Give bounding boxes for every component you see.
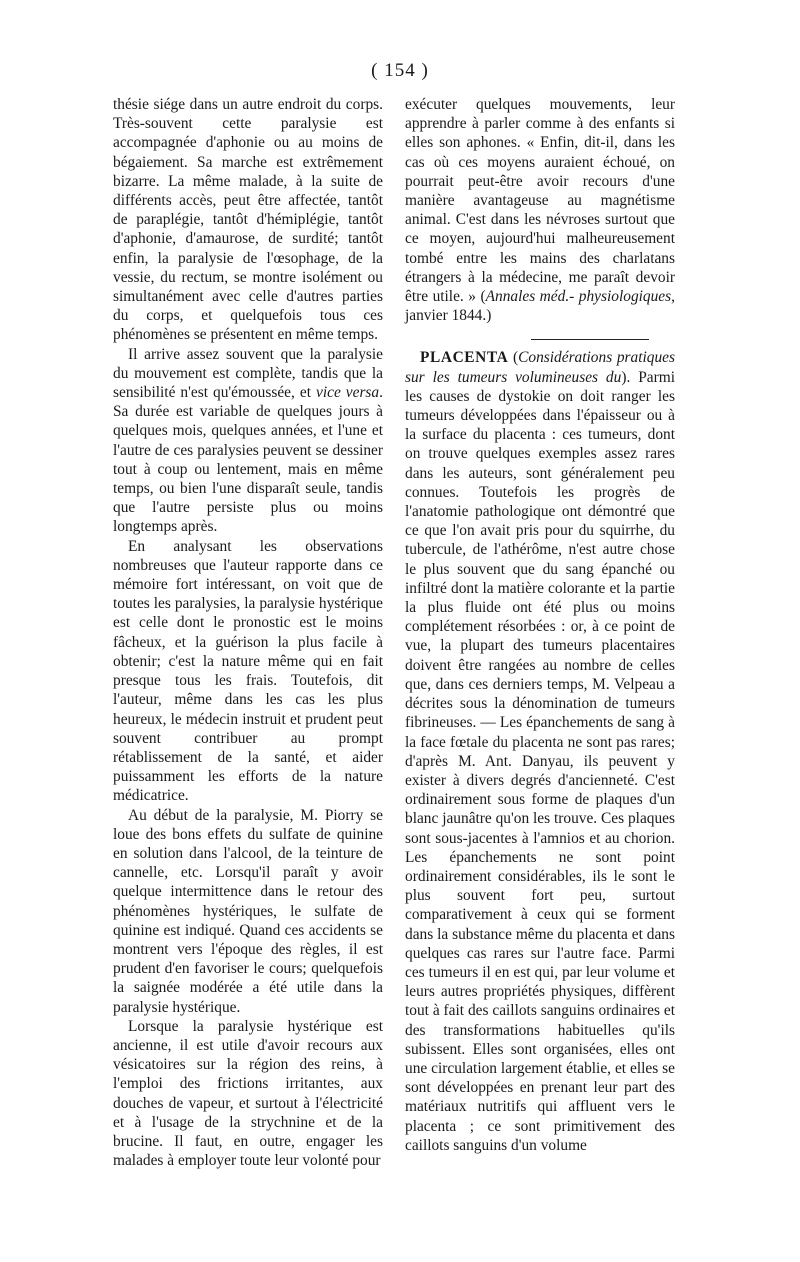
paragraph (113, 345, 383, 537)
journal-citation: Annales méd.- physiologiques (485, 288, 672, 306)
text-run: ( (508, 349, 519, 367)
paragraph: En analysant les observations nombreuses que l'auteur rapporte dans ce mémoire fort intéressant, on voit que de toutes les paralysies, la paralysie hystérique est celle dont le pronostic est le moins fâcheux, et la guérison la plus facile à obtenir; c'est la nature même qui en fait presque tous les frais. Toutefois, dit l'auteur, même dans les cas les plus heureux, le médecin instruit et prudent peut souvent contribuer au prompt rétablissement de la santé, et aider puissamment les efforts de la nature médicatrice. (113, 537, 383, 805)
page-number: ( 154 ) (371, 60, 429, 81)
text-run: exécuter quelques mouvements, leur apprendre à parler comme à des enfants si elles son aphones. « Enfin, dit-il, dans les cas où ces moyens auraient échoué, on pourrait peut-être avoir recours d'une manière avantageuse au magnétisme animal. C'est dans les névroses surtout que ce moyen, aujourd'hui malheureusement tombé entre les mains des charlatans étrangers à la médecine, me paraît devoir être utile. » ( (405, 96, 675, 306)
paragraph: Au début de la paralysie, M. Piorry se loue des bons effets du sulfate de quinine en solution dans l'alcool, de la teinture de cannelle, etc. Lorsqu'il paraît y avoir quelque intermittence dans le retour des phénomènes hystériques, le sulfate de quinine est indiqué. Quand ces accidents se montrent vers l'époque des règles, il est prudent d'en favoriser le cours; quelquefois la saignée modérée a été utile dans la paralysie hystérique. (113, 806, 383, 1016)
text-run: , janvier 1844.) (405, 288, 675, 325)
paragraph (405, 95, 675, 325)
text-run: Il arrive assez souvent que la paralysie du mouvement est complète, tandis que la sensibilité n'est qu'émoussée, et (113, 345, 383, 402)
paragraph: thésie siége dans un autre endroit du corps. Très-souvent cette paralysie est accompagnée d'aphonie ou au moins de bégaiement. Sa marche est extrêmement bizarre. La même malade, à la suite de différents accès, peut être affectée, tantôt de paraplégie, tantôt d'hémiplégie, tantôt d'aphonie, d'amaurose, de surdité; tantôt enfin, la paralysie de l'œsophage, de la vessie, du rectum, se montre isolément ou simultanément avec celle d'autres parties du corps, et quelquefois tous ces phénomènes se présentent en même temps. (113, 96, 383, 344)
section-divider (531, 339, 649, 340)
italic-text: vice versa (316, 384, 380, 402)
right-column (405, 95, 675, 1155)
article-paragraph (405, 348, 675, 1155)
text-run: . Sa durée est variable de quelques jours à quelques mois, quelques années, et l'une et l'autre de ces paralysies peuvent se dessiner tout à coup ou lentement, mais en même temps, ou bien l'une disparaît seule, tandis que l'autre persiste plus ou moins longtemps après. (113, 384, 383, 536)
paragraph: Lorsque la paralysie hystérique est ancienne, il est utile d'avoir recours aux vésicatoires sur la région des reins, à l'emploi des frictions irritantes, aux douches de vapeur, et surtout à l'électricité et à l'usage de la strychnine et de la brucine. Il faut, en outre, engager les malades à employer toute leur volonté pour (113, 1017, 383, 1170)
article-heading: PLACENTA (420, 349, 509, 367)
article-body: Parmi les causes de dystokie on doit ranger les tumeurs développées dans l'épaisseur ou à la surface du placenta : ces tumeurs, dont on trouve quelques exemples assez rares dans les auteurs, sont généralement peu connues. Toutefois les progrès de l'anatomie pathologique ont démontré que ce que l'on avait pris pour du squirrhe, du tubercule, de l'athérôme, n'est autre chose le plus souvent que du sang épanché ou infiltré dont la matière colorante et la partie la plus fluide ont été plus ou moins complétement résorbées : or, à ce point de vue, la plupart des tumeurs placentaires doivent être rangées au nombre de celles que, dans ces derniers temps, M. Velpeau a décrites sous la dénomination de tumeurs fibrineuses. — Les épanchements de sang à la face fœtale du placenta ne sont pas rares; d'après M. Ant. Danyau, ils peuvent y exister à divers degrés d'ancienneté. C'est ordinairement sous forme de plaques d'un blanc jaunâtre qu'on les trouve. Ces plaques sont sous-jacentes à l'amnios et au chorion. Les épanchements ne sont point ordinairement considérables, ils le sont le plus souvent fort peu, surtout comparativement à ceux qui se forment dans la substance même du placenta et dans quelques cas rares sur l'autre face. Parmi ces tumeurs il en est qui, par leur volume et leurs autres propriétés physiques, diffèrent tout à fait des caillots sanguins ordinaires et des transformations habituelles qu'ils subissent. Elles sont organisées, elles ont une circulation largement établie, et elles se sont développées en prenant leur part des matériaux nutritifs qui affluent vers le placenta ; ce sont primitivement des caillots sanguins d'un volume (405, 368, 675, 1154)
text-run: ). (621, 368, 639, 386)
article-subtitle: Considérations pratiques sur les tumeurs volumineuses du (405, 349, 675, 386)
left-column (113, 95, 383, 1170)
